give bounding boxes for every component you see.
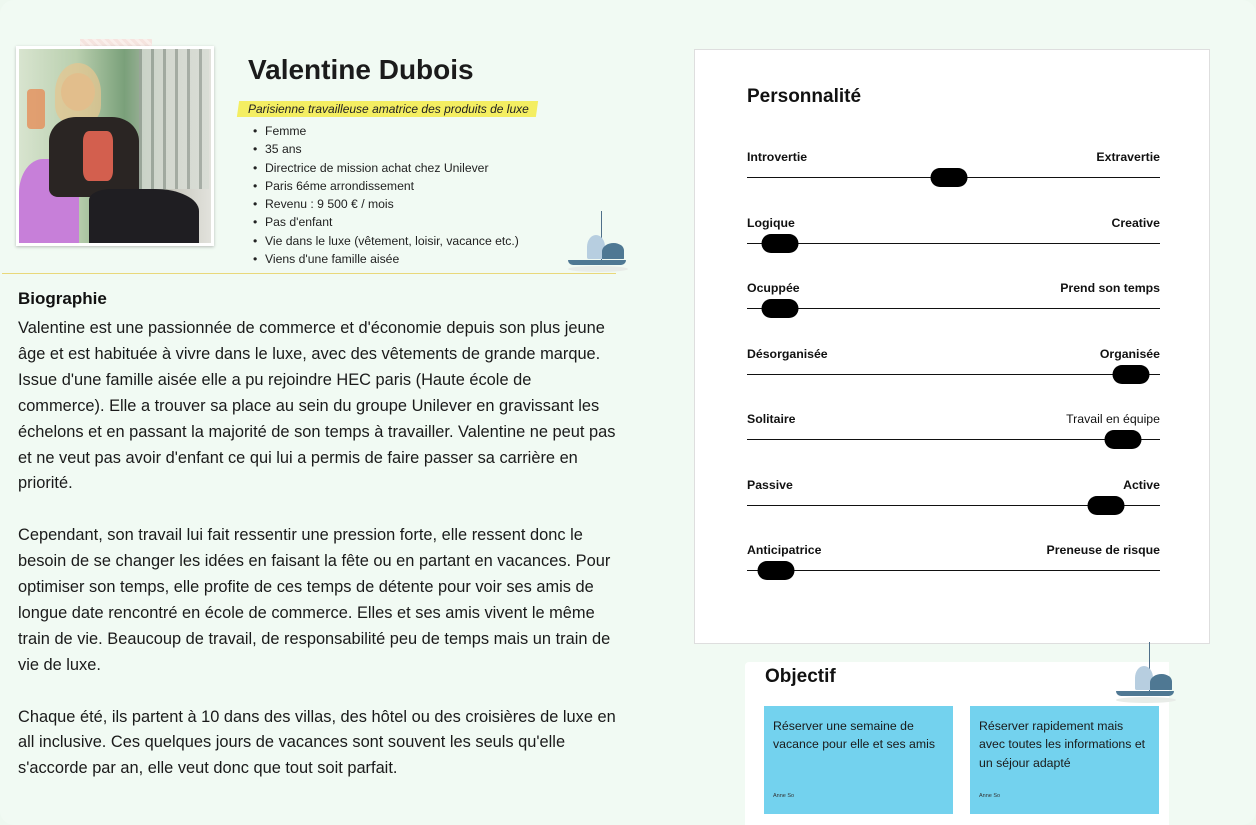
section-divider [2,273,616,274]
trait-slider-handle[interactable] [757,561,794,580]
trait-right-label: Creative [1111,216,1160,230]
profile-photo-image [19,49,211,243]
fact-location: • Paris 6éme arrondissement [252,177,519,195]
trait-right-label: Prend son temps [1060,281,1160,295]
persona-name: Valentine Dubois [248,54,474,85]
trait-slider-handle[interactable] [762,234,799,253]
trait-slider-handle[interactable] [931,168,968,187]
persona-facts [252,122,519,268]
trait-slider-handle[interactable] [762,299,799,318]
trait-slider-handle[interactable] [1113,365,1150,384]
fact-lifestyle: • Vie dans le luxe (vêtement, loisir, vacance etc.) [252,232,519,250]
sticky-note-text: Réserver une semaine de vacance pour elle et ses amis [773,719,935,752]
objective-card [745,662,1169,825]
trait-logique-creative [747,216,1160,256]
trait-track [747,374,1160,375]
biography-title: Biographie [18,289,107,308]
trait-left-label: Désorganisée [747,347,828,361]
personality-card [694,49,1210,644]
trait-track [747,439,1160,440]
profile-photo[interactable] [16,46,214,246]
trait-slider-handle[interactable] [1104,430,1141,449]
sticky-note[interactable] [764,706,953,814]
trait-desorganisee-organisee [747,347,1160,387]
trait-anticipatrice-preneuse-de-risque [747,543,1160,583]
trait-track [747,243,1160,244]
trait-left-label: Anticipatrice [747,543,822,557]
fact-job: • Directrice de mission achat chez Unilever [252,159,519,177]
persona-tagline: Parisienne travailleuse amatrice des produits de luxe [237,101,538,117]
fact-family: • Viens d'une famille aisée [252,250,519,268]
objective-title: Objectif [765,666,836,687]
trait-left-label: Introvertie [747,150,808,164]
trait-track [747,308,1160,309]
personality-title: Personnalité [747,86,862,107]
fact-gender: • Femme [252,122,519,140]
biography-text [18,316,618,808]
trait-right-label: Active [1123,478,1160,492]
trait-left-label: Logique [747,216,795,230]
trait-solitaire-travail-en-equipe [747,412,1160,452]
trait-right-label: Extravertie [1096,150,1160,164]
sticky-note-author: Anne So [979,792,1001,799]
trait-ocuppee-prend-son-temps [747,281,1160,321]
sticky-note-text: Réserver rapidement mais avec toutes les informations et un séjour adapté [979,719,1146,770]
trait-track [747,570,1160,571]
fact-income: • Revenu : 9 500 € / mois [252,195,519,213]
sticky-note[interactable] [970,706,1159,814]
trait-left-label: Solitaire [747,412,796,426]
trait-slider-handle[interactable] [1088,496,1125,515]
trait-right-label: Organisée [1099,347,1160,361]
biography-paragraph: Chaque été, ils partent à 10 dans des villas, des hôtel ou des croisières de luxe en all inclusive. Ces quelques jours de vacances sont souvent les seuls qu'elle s'accorde par an, elle veut donc que tout soit parfait. [18,707,616,778]
trait-left-label: Ocuppée [747,281,800,295]
biography-paragraph: Cependant, son travail lui fait ressentir une pression forte, elle ressent donc le besoin de se changer les idées en faisant la fête ou en partant en vacances. Pour optimiser son temps, elle profite de ces temps de détente pour voir ses amis de longue date rencontré en école de commerce. Elles et ses amis vivent le même train de vie. Beaucoup de travail, de responsabilité peu de temps mais un train de vie de luxe. [18,526,611,674]
biography-paragraph: Valentine est une passionnée de commerce et d'économie depuis son plus jeune âge et est habituée à vivre dans le luxe, avec des vêtements de grande marque. Issue d'une famille aisée elle a pu rejoindre HEC paris (Haute école de commerce). Elle a trouver sa place au sein du groupe Unilever en gravissant les échelons et en passant la majorité de son temps à travailler. Valentine ne peut pas et ne veut pas avoir d'enfant ce qui lui a permis de faire passer sa carrière en priorité. [18,319,616,493]
fact-children: • Pas d'enfant [252,213,519,231]
trait-left-label: Passive [747,478,793,492]
fact-age: • 35 ans [252,140,519,158]
trait-passive-active [747,478,1160,518]
trait-right-label: Travail en équipe [1066,412,1160,426]
sticky-note-author: Anne So [773,792,795,799]
trait-right-label: Preneuse de risque [1046,543,1160,557]
trait-introvertie-extravertie [747,150,1160,190]
